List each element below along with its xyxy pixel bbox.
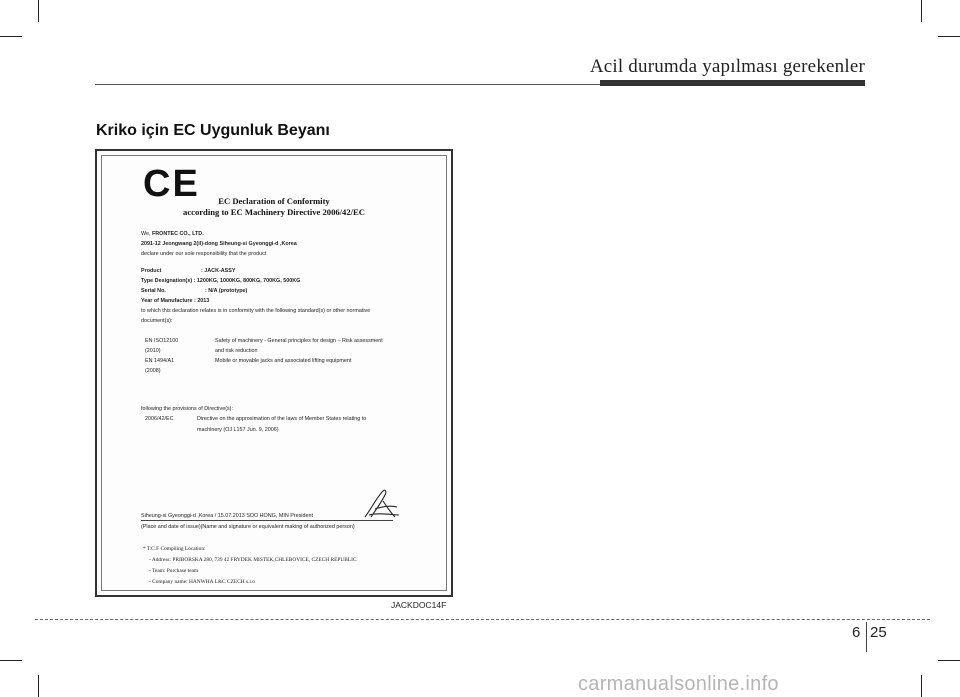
crop-mark bbox=[938, 660, 960, 661]
product-value bbox=[201, 268, 235, 275]
product-value-text: : JACK-ASSY bbox=[201, 268, 236, 274]
signature-line-text: Siheung-si Gyeonggi-d ,Korea / 15.07.2013 SOO HONG, MIN President bbox=[141, 513, 313, 519]
crop-mark bbox=[921, 675, 922, 697]
serial-label bbox=[141, 288, 166, 295]
company-name: FRONTEC CO., LTD. bbox=[151, 231, 204, 237]
certificate-title-line1: EC Declaration of Conformity bbox=[218, 196, 330, 206]
year-text: Year of Manufacture : 2013 bbox=[141, 298, 210, 304]
declare-text: declare under our sole responsibility that the product bbox=[141, 251, 267, 257]
company-address bbox=[141, 241, 297, 248]
standard-desc: and risk reduction bbox=[215, 348, 258, 354]
product-label-text: Product bbox=[141, 268, 162, 274]
figure-caption: JACKDOC14F bbox=[391, 600, 447, 610]
we-line bbox=[141, 231, 204, 238]
signature-rule bbox=[141, 520, 393, 521]
standard-code: EN ISO12100 bbox=[145, 338, 179, 344]
section-title: Kriko için EC Uygunluk Beyanı bbox=[96, 122, 330, 139]
header-rule-thick bbox=[600, 80, 865, 86]
signature-caption: (Place and date of issue)(Name and signature or equivalent making of authorized person) bbox=[141, 524, 355, 530]
provisions-intro: following the provisions of Directive(s): bbox=[141, 406, 233, 412]
standard-code: EN 1494/A1 bbox=[145, 358, 175, 364]
tcf-address: - Address: PRIBORSKA 280, 739 42 FRYDEK MISTEK,CHLEBOVICE, CZECH REPUBLIC bbox=[149, 557, 357, 563]
type-label: Type Designation(s) bbox=[141, 278, 193, 284]
product-label bbox=[141, 268, 161, 275]
year-of-manufacture bbox=[141, 298, 209, 305]
footer-dashed-rule bbox=[35, 619, 930, 620]
we-prefix: We, bbox=[141, 231, 152, 237]
chapter-number: 6 bbox=[852, 624, 861, 641]
crop-mark bbox=[0, 660, 22, 661]
serial-value-text: : N/A (prototype) bbox=[205, 288, 248, 294]
serial-label-text: Serial No. bbox=[141, 288, 166, 294]
company-address-text: 2091-12 Jeongwang 2(il)-dong Siheung-si Gyeonggi-d ,Korea bbox=[141, 241, 297, 247]
standard-desc: Safety of machinery - General principles for design – Risk assessment bbox=[215, 338, 383, 344]
directive-code: 2006/42/EC bbox=[145, 416, 174, 422]
conformity-line2: document(s): bbox=[141, 318, 173, 324]
crop-mark bbox=[938, 36, 960, 37]
type-value: : 1200KG, 1000KG, 800KG, 700KG, 500KG bbox=[193, 278, 301, 284]
watermark: carmanualsonline.info bbox=[578, 673, 779, 695]
footer-separator bbox=[866, 622, 867, 652]
crop-mark bbox=[921, 0, 922, 22]
tcf-title: * T.C.F Compiling Location: bbox=[143, 546, 206, 552]
tcf-team: - Team: Purchase team bbox=[149, 568, 199, 574]
certificate-image bbox=[95, 149, 453, 597]
tcf-company: - Company name: HANWHA L&C CZECH s.r.o bbox=[149, 579, 256, 585]
standard-code: (2010) bbox=[145, 348, 161, 354]
directive-desc-line1: Directive on the approximation of the laws of Member States relating to bbox=[197, 416, 367, 422]
header-rule bbox=[95, 84, 600, 85]
ce-mark-logo: CE bbox=[143, 163, 200, 205]
serial-value bbox=[205, 288, 247, 295]
certificate-title bbox=[97, 196, 451, 218]
chapter-header-title: Acil durumda yapılması gerekenler bbox=[589, 56, 865, 77]
certificate-title-line2: according to EC Machinery Directive 2006/42/EC bbox=[183, 207, 365, 217]
standard-desc: Mobile or movable jacks and associated lifting equipment bbox=[215, 358, 352, 364]
conformity-line1: to which this declaration relates is in conformity with the following standard(s) or other normative bbox=[141, 308, 371, 314]
directive-desc-line2: machinery (OJ L157 Jun. 9, 2006) bbox=[197, 427, 279, 433]
crop-mark bbox=[38, 0, 39, 22]
type-designation bbox=[141, 278, 300, 285]
crop-mark bbox=[38, 675, 39, 697]
standard-code: (2008) bbox=[145, 368, 161, 374]
crop-mark bbox=[0, 36, 22, 37]
page-number: 25 bbox=[870, 624, 887, 641]
signature-image bbox=[361, 487, 401, 521]
